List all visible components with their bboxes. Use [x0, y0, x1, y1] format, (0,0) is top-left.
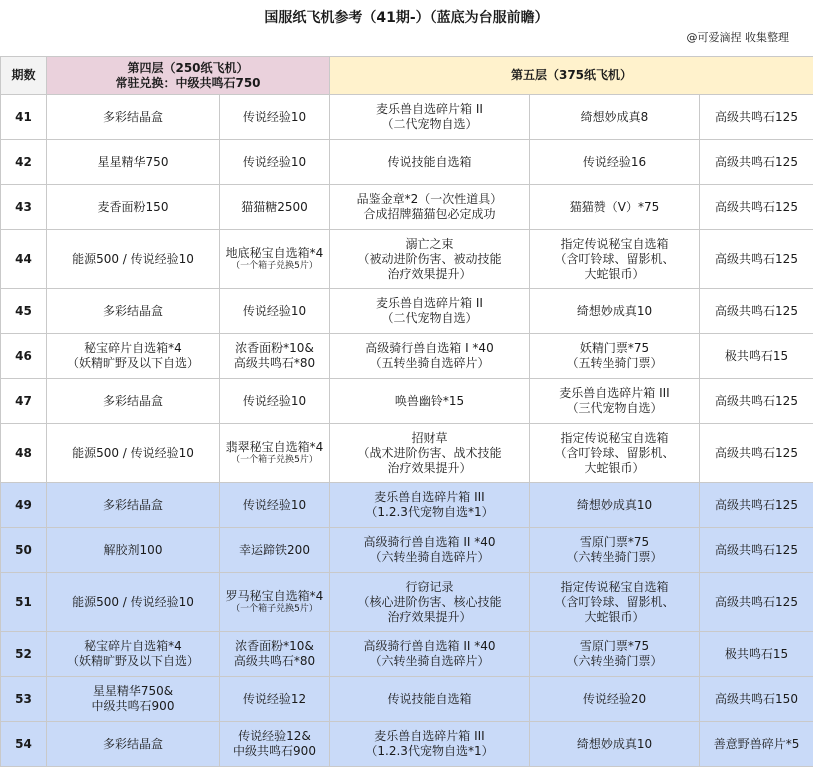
period-cell: 42	[1, 140, 47, 185]
cell-text-line: 招财草	[411, 430, 448, 445]
cell-text-line: 高级共鸣石125	[715, 393, 798, 408]
cell-text-line: 指定传说秘宝自选箱	[560, 430, 669, 445]
table-row	[1, 185, 813, 230]
cell-text-line: 翡翠秘宝自选箱*4	[225, 440, 324, 454]
layer5-reward-a-cell	[330, 289, 530, 334]
layer5-reward-c-cell	[700, 230, 813, 289]
cell-text-line: （战术进阶伤害、战术技能	[357, 445, 502, 460]
layer4-reward-b-cell	[220, 95, 330, 140]
layer4-reward-a-cell	[47, 573, 220, 632]
cell-text-line: 高级骑行兽自选箱 I *40	[365, 341, 494, 355]
table-row	[1, 722, 813, 767]
cell-text-line: 传说经验10	[242, 109, 307, 124]
layer4-reward-a-cell	[47, 677, 220, 722]
layer4-reward-b-cell	[220, 379, 330, 424]
cell-text-line: （五转坐骑自选碎片）	[369, 356, 490, 370]
cell-text-line: （二代宠物自选）	[381, 311, 478, 325]
period-cell: 52	[1, 632, 47, 677]
cell-text-line: （被动进阶伤害、被动技能	[357, 251, 502, 266]
cell-text-line: 高级共鸣石125	[715, 445, 798, 460]
layer5-reward-a-cell	[330, 379, 530, 424]
cell-text-line: 极共鸣石15	[724, 646, 789, 661]
layer4-reward-a-cell	[47, 722, 220, 767]
cell-text-line: （六转坐骑自选碎片）	[369, 550, 490, 564]
cell-text-line: 麦乐兽自选碎片箱 II	[376, 296, 483, 310]
layer5-reward-c-cell	[700, 573, 813, 632]
layer5-reward-b-cell	[530, 230, 700, 289]
cell-text-line: （二代宠物自选）	[381, 117, 478, 131]
layer4-reward-b-cell	[220, 677, 330, 722]
layer4-reward-b-cell	[220, 483, 330, 528]
cell-text-line: 多彩结晶盒	[102, 497, 163, 512]
cell-text-line: 雪原门票*75	[579, 639, 650, 653]
cell-text-line: 猫猫糖2500	[241, 199, 308, 214]
layer5-reward-c-cell	[700, 334, 813, 379]
layer5-reward-b-cell	[530, 424, 700, 483]
cell-text-line: 猫猫赞（V）*75	[569, 199, 660, 214]
cell-text-line: 传说经验10	[242, 393, 307, 408]
layer5-reward-a-cell	[330, 334, 530, 379]
cell-text-line: 星星精华750	[97, 154, 169, 169]
cell-text-line: 多彩结晶盒	[102, 303, 163, 318]
layer5-reward-b-cell	[530, 528, 700, 573]
layer4-header-exchange: 常驻兑换：中级共鸣石750	[115, 75, 261, 90]
layer4-reward-b-cell	[220, 722, 330, 767]
layer4-reward-b-cell	[220, 289, 330, 334]
cell-text-line: 高级骑行兽自选箱 II *40	[363, 535, 496, 549]
cell-text-line: （含叮铃球、留影机、	[554, 251, 675, 266]
layer5-reward-c-cell	[700, 424, 813, 483]
table-row	[1, 528, 813, 573]
table-body	[1, 95, 813, 767]
layer5-reward-b-cell	[530, 573, 700, 632]
layer4-reward-b-cell	[220, 140, 330, 185]
cell-text-line: （三代宠物自选）	[566, 401, 663, 415]
cell-text-line: 妖精门票*75	[579, 341, 650, 355]
cell-text-line: 绮想妙成真10	[576, 303, 653, 318]
cell-text-line: 绮想妙成真10	[576, 736, 653, 751]
cell-text-line: 高级共鸣石*80	[233, 654, 316, 668]
cell-text-line: （核心进阶伤害、核心技能	[357, 594, 502, 609]
layer5-reward-a-cell	[330, 722, 530, 767]
layer4-reward-a-cell	[47, 230, 220, 289]
table-row	[1, 140, 813, 185]
cell-text-line: 秘宝碎片自选箱*4	[84, 639, 182, 653]
period-cell: 43	[1, 185, 47, 230]
cell-text-line: 多彩结晶盒	[102, 109, 163, 124]
cell-text-line: （妖精旷野及以下自选）	[66, 356, 199, 370]
layer5-reward-a-cell	[330, 424, 530, 483]
cell-text-line: 治疗效果提升）	[387, 460, 472, 475]
period-cell: 46	[1, 334, 47, 379]
layer5-reward-a-cell	[330, 483, 530, 528]
table-row	[1, 289, 813, 334]
table-row	[1, 379, 813, 424]
exchange-note: （一个箱子兑换5片）	[231, 455, 318, 465]
layer5-reward-a-cell	[330, 185, 530, 230]
layer5-reward-b-cell	[530, 334, 700, 379]
period-cell: 45	[1, 289, 47, 334]
cell-text-line: 解胶剂100	[103, 542, 163, 557]
cell-text-line: 传说经验12&	[238, 729, 311, 743]
layer5-reward-c-cell	[700, 140, 813, 185]
period-cell: 49	[1, 483, 47, 528]
cell-text-line: 高级共鸣石125	[715, 542, 798, 557]
layer5-reward-b-cell	[530, 632, 700, 677]
layer4-reward-a-cell	[47, 289, 220, 334]
cell-text-line: 极共鸣石15	[724, 348, 789, 363]
layer4-reward-b-cell	[220, 424, 330, 483]
cell-text-line: 中级共鸣石900	[91, 699, 175, 713]
cell-text-line: 能源500 / 传说经验10	[72, 251, 194, 266]
cell-text-line: 麦乐兽自选碎片箱 III	[559, 386, 670, 400]
layer5-reward-c-cell	[700, 95, 813, 140]
cell-text-line: 高级共鸣石125	[715, 497, 798, 512]
table-row	[1, 677, 813, 722]
cell-text-line: 治疗效果提升）	[387, 266, 472, 281]
period-cell: 51	[1, 573, 47, 632]
layer5-reward-b-cell	[530, 140, 700, 185]
cell-text-line: 溺亡之束	[405, 236, 454, 251]
cell-text-line: 多彩结晶盒	[102, 393, 163, 408]
layer4-reward-a-cell	[47, 424, 220, 483]
cell-text-line: 高级共鸣石125	[715, 303, 798, 318]
table-row	[1, 95, 813, 140]
layer4-reward-b-cell	[220, 528, 330, 573]
layer5-reward-a-cell	[330, 573, 530, 632]
cell-text-line: 麦香面粉150	[97, 199, 169, 214]
cell-text-line: 高级共鸣石*80	[233, 356, 316, 370]
cell-text-line: 高级共鸣石125	[715, 109, 798, 124]
period-cell: 47	[1, 379, 47, 424]
cell-text-line: （五转坐骑门票）	[566, 356, 663, 370]
layer4-reward-a-cell	[47, 185, 220, 230]
cell-text-line: 高级共鸣石125	[715, 199, 798, 214]
layer5-reward-b-cell	[530, 289, 700, 334]
cell-text-line: 善意野兽碎片*5	[713, 736, 800, 751]
table-row	[1, 483, 813, 528]
cell-text-line: 麦乐兽自选碎片箱 II	[376, 102, 483, 116]
layer5-reward-a-cell	[330, 632, 530, 677]
layer5-reward-b-cell	[530, 483, 700, 528]
period-cell: 50	[1, 528, 47, 573]
cell-text-line: 多彩结晶盒	[102, 736, 163, 751]
cell-text-line: 治疗效果提升）	[387, 609, 472, 624]
layer4-reward-a-cell	[47, 95, 220, 140]
cell-text-line: （1.2.3代宠物自选*1）	[365, 505, 494, 519]
cell-text-line: 大蛇银币）	[584, 460, 645, 475]
layer4-header	[47, 57, 330, 95]
layer5-reward-b-cell	[530, 677, 700, 722]
layer5-reward-a-cell	[330, 677, 530, 722]
layer4-reward-a-cell	[47, 140, 220, 185]
cell-text-line: 高级共鸣石125	[715, 154, 798, 169]
cell-text-line: 指定传说秘宝自选箱	[560, 579, 669, 594]
layer4-reward-b-cell	[220, 632, 330, 677]
layer5-reward-c-cell	[700, 289, 813, 334]
period-header: 期数	[1, 57, 47, 95]
credit-note: @可爱滴捏 收集整理	[686, 31, 789, 44]
layer5-reward-c-cell	[700, 722, 813, 767]
cell-text-line: 浓香面粉*10&	[235, 639, 314, 653]
layer4-reward-b-cell	[220, 573, 330, 632]
table-row	[1, 632, 813, 677]
cell-text-line: 传说技能自选箱	[387, 154, 472, 169]
period-cell: 44	[1, 230, 47, 289]
layer5-reward-a-cell	[330, 95, 530, 140]
layer4-reward-b-cell	[220, 230, 330, 289]
table-row	[1, 424, 813, 483]
cell-text-line: 能源500 / 传说经验10	[72, 594, 194, 609]
cell-text-line: （六转坐骑门票）	[566, 654, 663, 668]
table-row	[1, 230, 813, 289]
cell-text-line: 幸运蹄铁200	[239, 542, 310, 557]
cell-text-line: 品鉴金章*2（一次性道具）	[356, 192, 503, 206]
cell-text-line: 高级骑行兽自选箱 II *40	[363, 639, 496, 653]
cell-text-line: 传说经验20	[582, 691, 647, 706]
layer5-reward-c-cell	[700, 632, 813, 677]
layer5-header: 第五层（375纸飞机）	[330, 57, 813, 95]
cell-text-line: 浓香面粉*10&	[235, 341, 314, 355]
layer4-reward-a-cell	[47, 334, 220, 379]
cell-text-line: 合成招牌猫猫包必定成功	[363, 207, 496, 221]
layer4-reward-b-cell	[220, 185, 330, 230]
cell-text-line: 绮想妙成真10	[576, 497, 653, 512]
cell-text-line: 指定传说秘宝自选箱	[560, 236, 669, 251]
period-cell: 48	[1, 424, 47, 483]
cell-text-line: 秘宝碎片自选箱*4	[84, 341, 182, 355]
exchange-note: （一个箱子兑换5片）	[231, 261, 318, 271]
cell-text-line: 麦乐兽自选碎片箱 III	[374, 490, 485, 504]
cell-text-line: 传说技能自选箱	[387, 691, 472, 706]
layer5-reward-a-cell	[330, 230, 530, 289]
cell-text-line: 星星精华750&	[92, 684, 174, 698]
cell-text-line: 唤兽幽铃*15	[394, 393, 465, 408]
layer4-reward-a-cell	[47, 632, 220, 677]
period-cell: 54	[1, 722, 47, 767]
cell-text-line: 传说经验10	[242, 303, 307, 318]
layer5-reward-c-cell	[700, 379, 813, 424]
cell-text-line: 行窃记录	[405, 579, 454, 594]
table-header-row	[1, 57, 813, 95]
layer4-reward-a-cell	[47, 528, 220, 573]
cell-text-line: （六转坐骑门票）	[566, 550, 663, 564]
cell-text-line: 麦乐兽自选碎片箱 III	[374, 729, 485, 743]
layer5-reward-c-cell	[700, 677, 813, 722]
layer5-reward-b-cell	[530, 95, 700, 140]
reward-table	[0, 56, 813, 767]
exchange-note: （一个箱子兑换5片）	[231, 604, 318, 614]
layer5-reward-b-cell	[530, 722, 700, 767]
layer5-reward-c-cell	[700, 185, 813, 230]
cell-text-line: 高级共鸣石125	[715, 251, 798, 266]
period-cell: 53	[1, 677, 47, 722]
layer5-reward-b-cell	[530, 379, 700, 424]
layer5-reward-a-cell	[330, 528, 530, 573]
cell-text-line: （六转坐骑自选碎片）	[369, 654, 490, 668]
layer4-reward-a-cell	[47, 379, 220, 424]
layer5-reward-c-cell	[700, 528, 813, 573]
layer4-header-title: 第四层（250纸飞机）	[127, 60, 249, 75]
cell-text-line: 传说经验16	[582, 154, 647, 169]
cell-text-line: （妖精旷野及以下自选）	[66, 654, 199, 668]
period-cell: 41	[1, 95, 47, 140]
cell-text-line: 中级共鸣石900	[233, 744, 316, 758]
cell-text-line: 雪原门票*75	[579, 535, 650, 549]
cell-text-line: 高级共鸣石125	[715, 594, 798, 609]
cell-text-line: 大蛇银币）	[584, 609, 645, 624]
cell-text-line: 高级共鸣石150	[715, 691, 798, 706]
cell-text-line: 罗马秘宝自选箱*4	[225, 589, 324, 603]
cell-text-line: 地底秘宝自选箱*4	[225, 246, 324, 260]
cell-text-line: 传说经验12	[242, 691, 307, 706]
cell-text-line: 大蛇银币）	[584, 266, 645, 281]
cell-text-line: 绮想妙成真8	[580, 109, 649, 124]
page-title: 国服纸飞机参考（41期-）（蓝底为台服前瞻）	[264, 10, 549, 26]
layer5-reward-b-cell	[530, 185, 700, 230]
table-row	[1, 573, 813, 632]
cell-text-line: （含叮铃球、留影机、	[554, 445, 675, 460]
layer5-reward-c-cell	[700, 483, 813, 528]
layer5-reward-a-cell	[330, 140, 530, 185]
table-row	[1, 334, 813, 379]
cell-text-line: （1.2.3代宠物自选*1）	[365, 744, 494, 758]
cell-text-line: （含叮铃球、留影机、	[554, 594, 675, 609]
cell-text-line: 能源500 / 传说经验10	[72, 445, 194, 460]
cell-text-line: 传说经验10	[242, 154, 307, 169]
layer4-reward-a-cell	[47, 483, 220, 528]
cell-text-line: 传说经验10	[242, 497, 307, 512]
layer4-reward-b-cell	[220, 334, 330, 379]
